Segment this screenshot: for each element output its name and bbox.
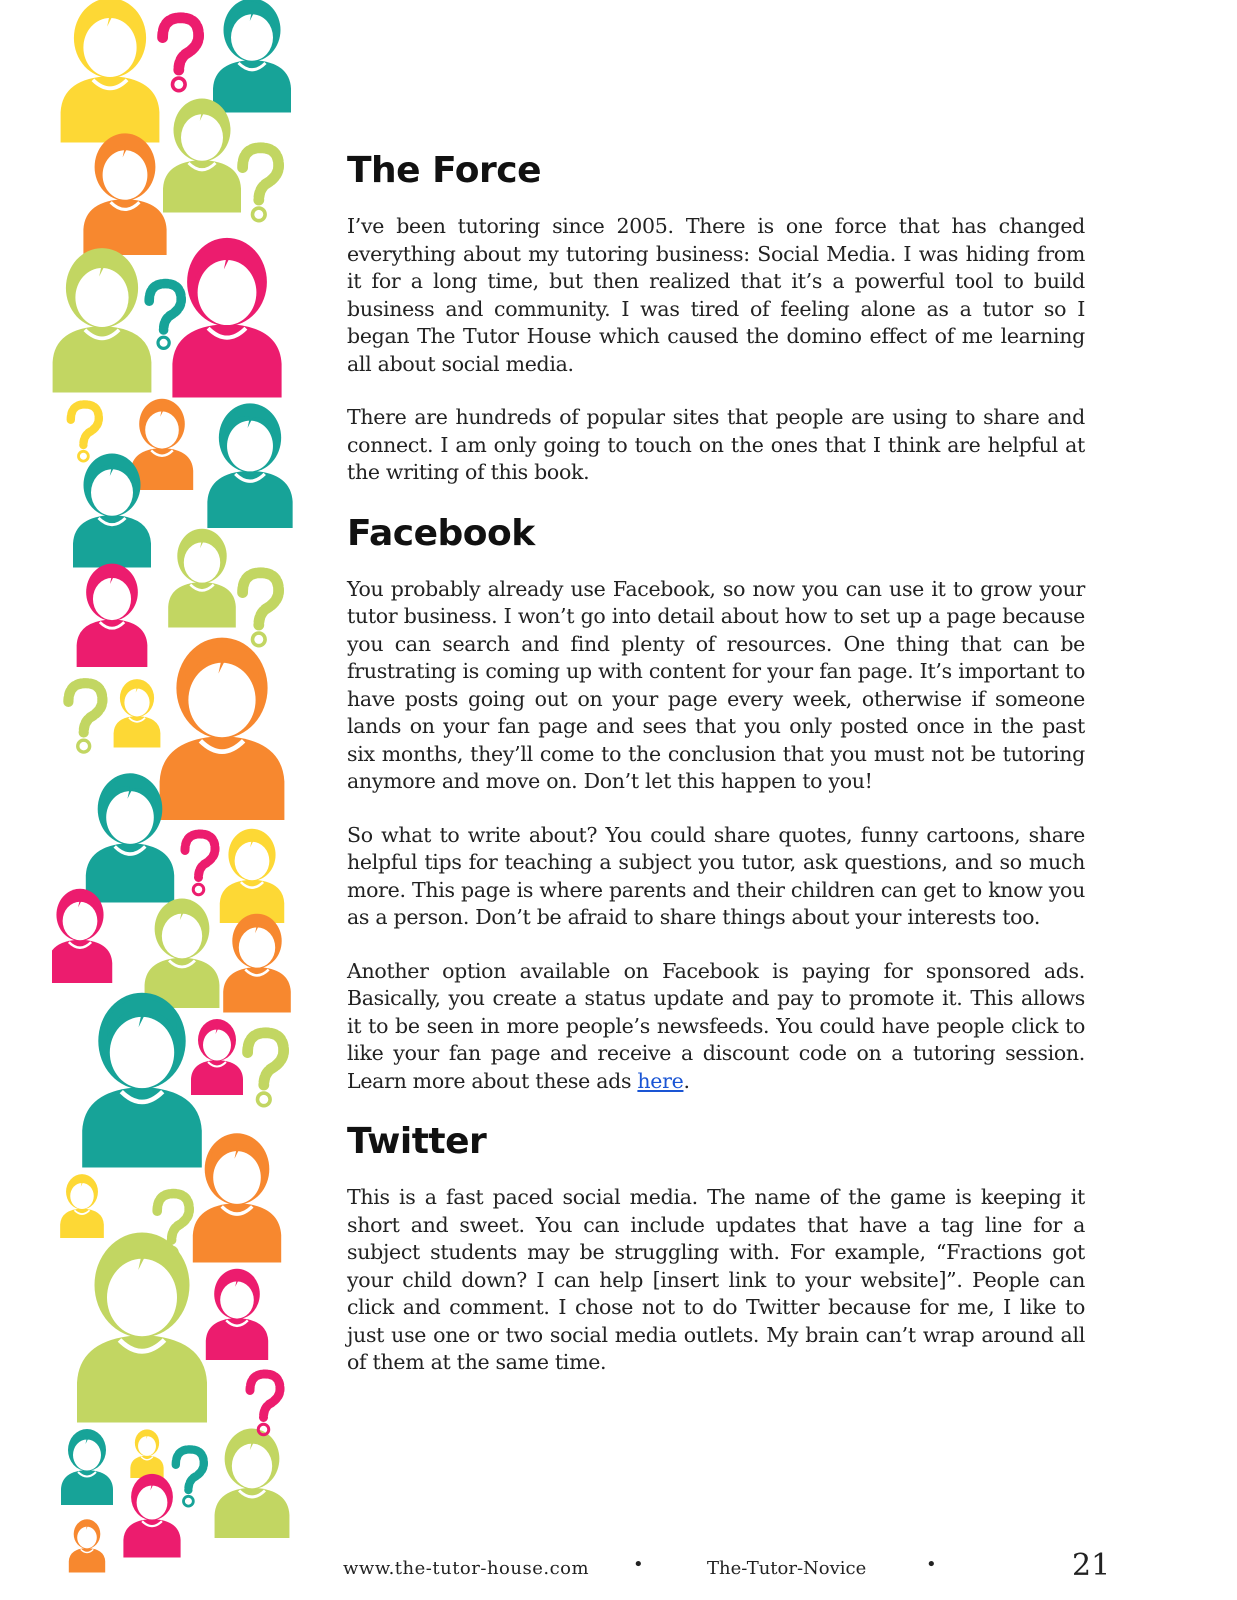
question-mark-icon xyxy=(185,834,215,895)
person-icon xyxy=(191,1019,243,1095)
person-icon xyxy=(213,0,291,113)
person-icon xyxy=(160,638,285,820)
person-icon xyxy=(131,399,193,490)
footer-website: www.the-tutor-house.com xyxy=(343,1558,590,1579)
question-mark-icon xyxy=(163,18,199,91)
person-icon xyxy=(220,829,284,923)
paragraph-end: . xyxy=(683,1068,690,1093)
footer-book-title: The-Tutor-Novice xyxy=(707,1558,867,1579)
person-icon xyxy=(145,899,220,1008)
page-content xyxy=(347,150,1085,1403)
person-icon xyxy=(172,238,281,398)
person-icon xyxy=(61,1429,113,1505)
person-icon xyxy=(193,1133,281,1262)
section-heading: Facebook xyxy=(347,512,535,554)
person-icon xyxy=(83,133,166,255)
section-heading: The Force xyxy=(347,150,542,191)
person-icon xyxy=(223,914,291,1013)
question-mark-icon xyxy=(71,404,99,461)
ads-info-link[interactable]: here xyxy=(637,1068,684,1093)
question-mark-icon xyxy=(149,284,181,349)
person-icon xyxy=(206,1269,268,1360)
paragraph: There are hundreds of popular sites that people are using to share and connect. I am only going to touch on the ones that I think are helpful at the writing of this book. xyxy=(347,405,1085,484)
person-icon xyxy=(215,1429,290,1538)
person-icon xyxy=(60,1174,104,1238)
person-icon xyxy=(163,99,241,213)
question-mark-icon xyxy=(68,683,102,752)
section-twitter xyxy=(347,1121,1085,1377)
question-mark-icon xyxy=(176,1449,204,1506)
question-mark-icon xyxy=(250,1374,280,1435)
paragraph-text: Another option available on Facebook is paying for sponsored ads. Basically, you create a status update and pay to promote it. This allows it to be seen in more people’s newsfeeds. You could have people click to like your fan page and receive a discount code on a tutoring session. Learn more about these ads xyxy=(347,958,1085,1093)
paragraph-ads xyxy=(347,958,1085,1096)
person-icon xyxy=(130,1429,163,1478)
footer-separator: • xyxy=(926,1554,937,1575)
person-icon xyxy=(82,993,202,1168)
question-mark-icon xyxy=(243,148,279,221)
person-icon xyxy=(207,403,292,528)
person-icon xyxy=(123,1474,180,1558)
person-icon xyxy=(53,248,152,392)
question-mark-icon xyxy=(243,573,279,646)
section-heading: Twitter xyxy=(347,1121,487,1162)
person-icon xyxy=(52,889,112,983)
people-pattern-illustration xyxy=(52,0,302,1600)
decorative-sidebar xyxy=(52,0,302,1600)
footer-separator: • xyxy=(633,1554,644,1575)
section-facebook xyxy=(347,513,1085,1096)
page-number: 21 xyxy=(1072,1548,1111,1583)
section-the-force xyxy=(347,150,1085,487)
person-icon xyxy=(168,529,236,628)
person-icon xyxy=(77,564,148,667)
paragraph: I’ve been tutoring since 2005. There is one force that has changed everything about my tutoring business: Social Media. I was hiding from it for a long time, but then realized that it’s a powerful tool to build business and community. I was tired of feeling alone as a tutor so I began The Tutor House which caused the domino effect of me learning all about social media. xyxy=(347,214,1085,376)
person-icon xyxy=(114,679,161,747)
person-icon xyxy=(77,1233,207,1423)
paragraph: You probably already use Facebook, so now you can use it to grow your tutor business. I won’t go into detail about how to set up a page because you can search and find plenty of resources. One thing that can be frustrating is coming up with content for your fan page. It’s important to have posts going out on your page every week, otherwise if someone lands on your fan page and sees that you only posted once in the past six months, they’ll come to the conclusion that you must not be tutoring anymore and move on. Don’t let this happen to you! xyxy=(347,576,1085,793)
paragraph: This is a fast paced social media. The name of the game is keeping it short and sweet. You can include updates that have a tag line for a subject students may be struggling with. For example, “Fractions got your child down? I can help [insert link to your website]”. People can click and comment. I chose not to do Twitter because for me, I like to just use one or two social media outlets. My brain can’t wrap around all of them at the same time. xyxy=(347,1185,1085,1374)
paragraph: So what to write about? You could share quotes, funny cartoons, share helpful tips for teaching a subject you tutor, ask questions, and so much more. This page is where parents and their children can get to know you as a person. Don’t be afraid to share things about your interests too. xyxy=(347,822,1085,929)
page-footer xyxy=(0,1548,1237,1594)
person-icon xyxy=(61,0,160,142)
question-mark-icon xyxy=(248,1033,284,1106)
